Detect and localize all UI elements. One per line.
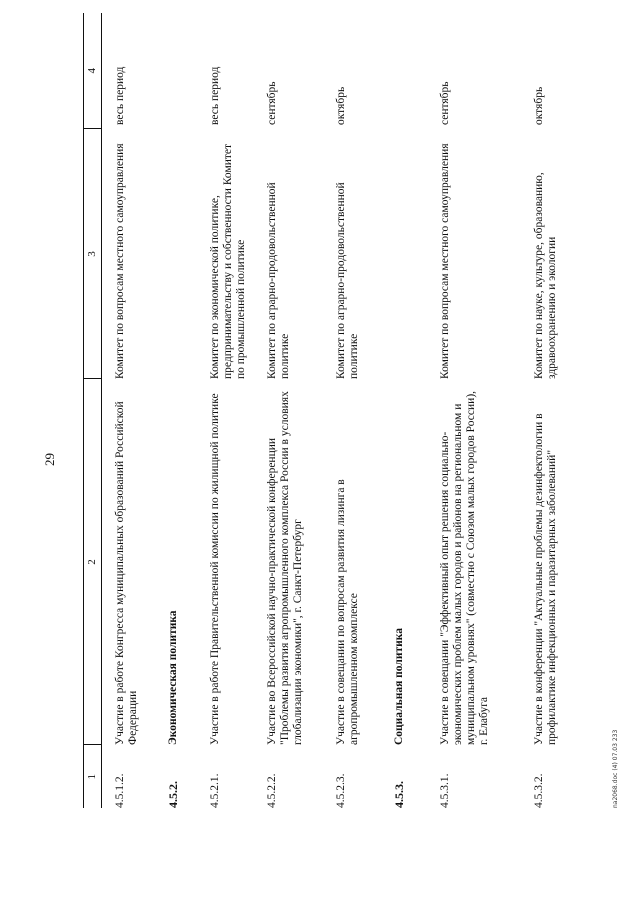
responsible-cell: Комитет по вопросам местного самоуправления xyxy=(438,143,451,379)
event-cell: Участие во Всероссийской научно-практической конференции "Проблемы развития агропромышленного комплекса России в условиях глобализации экономики", г. Санкт-Петербург xyxy=(265,391,304,745)
section-heading: Социальная политика xyxy=(392,628,405,745)
event-cell: Участие в совещании по вопросам развития лизинга в агропромышленном комплексе xyxy=(334,479,360,745)
row-number: 4.5.1.2. xyxy=(114,773,126,808)
row-number: 4.5.3.1. xyxy=(438,773,451,808)
event-cell: Участие в конференции "Актуальные проблемы дезинфектологии в профилактике инфекционных и паразитарных заболеваний" xyxy=(532,413,558,745)
period-cell: октябрь xyxy=(334,86,347,125)
responsible-cell: Комитет по аграрно-продовольственной политике xyxy=(265,182,291,379)
column-header-1: 1 xyxy=(84,745,102,808)
event-cell: Участие в работе Правительственной комиссии по жилищной политике xyxy=(208,393,221,745)
table-row xyxy=(197,13,254,808)
section-row xyxy=(155,13,197,808)
section-row xyxy=(381,13,427,808)
period-cell: весь период xyxy=(208,66,221,125)
column-header-2: 2 xyxy=(84,379,102,745)
table-row xyxy=(427,13,521,808)
row-number: 4.5.2.3. xyxy=(334,773,347,808)
table-row xyxy=(521,13,591,808)
table-row xyxy=(102,13,155,808)
responsible-cell: Комитет по экономической политике, предпринимательству и собственности Комитет по промышленной политике xyxy=(208,143,247,379)
table-row xyxy=(254,13,323,808)
row-number: 4.5.2.1. xyxy=(208,773,221,808)
period-cell: сентябрь xyxy=(438,81,451,125)
table-row xyxy=(323,13,381,808)
events-table xyxy=(83,13,591,808)
period-cell: октябрь xyxy=(532,86,545,125)
period-cell: сентябрь xyxy=(265,81,278,125)
column-header-4: 4 xyxy=(84,13,102,129)
period-cell: весь период xyxy=(114,66,126,125)
footer-code: na2068.doc (4) 07.03 233 xyxy=(612,729,619,808)
event-cell: Участие в работе Конгресса муниципальных образований Российской Федерации xyxy=(114,401,139,745)
responsible-cell: Комитет по вопросам местного самоуправления xyxy=(114,143,126,379)
row-number: 4.5.2.2. xyxy=(265,773,278,808)
section-number: 4.5.3. xyxy=(391,781,406,808)
responsible-cell: Комитет по науке, культуре, образованию, здравоохранению и экологии xyxy=(532,172,558,379)
row-number: 4.5.3.2. xyxy=(532,773,545,808)
header-row xyxy=(84,13,102,808)
section-number: 4.5.2. xyxy=(165,781,180,808)
column-header-3: 3 xyxy=(84,129,102,379)
page-number: 29 xyxy=(42,453,57,466)
section-heading: Экономическая политика xyxy=(166,610,179,745)
responsible-cell: Комитет по аграрно-продовольственной политике xyxy=(334,182,360,379)
event-cell: Участие в совещании "Эффективный опыт решения социально-экономических проблем малых городов и районов на региональном и муниципальном уровнях" (совместно с Союзом малых городов России), г. Елабуга xyxy=(438,390,490,745)
